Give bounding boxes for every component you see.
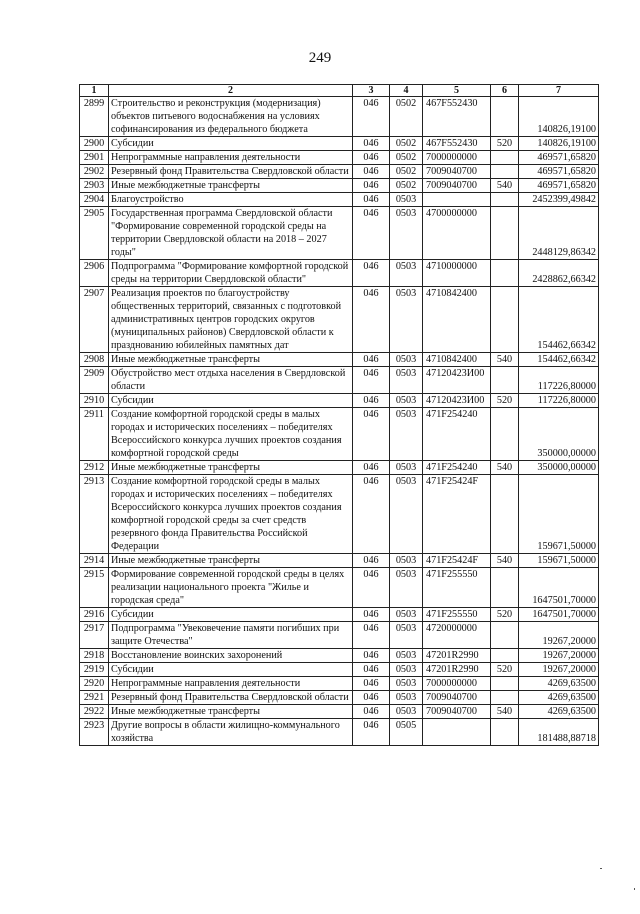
header-cell: 3	[353, 85, 390, 97]
row-code3-cell: 046	[353, 691, 390, 705]
row-type-cell: 520	[491, 608, 519, 622]
table-row	[80, 207, 599, 260]
row-amount-cell: 181488,88718	[519, 719, 599, 746]
row-section-cell: 0503	[390, 663, 423, 677]
table-row	[80, 353, 599, 367]
page-number: 249	[308, 50, 332, 66]
row-number-cell: 2910	[80, 394, 109, 408]
row-target-cell: 47120423И00	[423, 367, 491, 394]
row-type-cell	[491, 287, 519, 353]
row-number-cell: 2909	[80, 367, 109, 394]
row-amount-cell: 4269,63500	[519, 705, 599, 719]
row-number-cell: 2915	[80, 568, 109, 608]
row-target-cell	[423, 193, 491, 207]
row-amount-cell: 159671,50000	[519, 475, 599, 554]
row-number-cell: 2920	[80, 677, 109, 691]
table-row	[80, 408, 599, 461]
row-number-cell: 2906	[80, 260, 109, 287]
row-number-cell: 2900	[80, 137, 109, 151]
scan-speck	[634, 888, 635, 890]
row-amount-cell: 4269,63500	[519, 691, 599, 705]
row-target-cell: 47201R2990	[423, 649, 491, 663]
row-amount-cell: 154462,66342	[519, 353, 599, 367]
row-name-cell: Государственная программа Свердловской области "Формирование современной городской среды на территории Свердловской области на 2018 – 2027 годы"	[109, 207, 353, 260]
row-type-cell	[491, 719, 519, 746]
table-row	[80, 608, 599, 622]
row-type-cell	[491, 677, 519, 691]
row-name-cell: Иные межбюджетные трансферты	[109, 705, 353, 719]
row-section-cell: 0503	[390, 461, 423, 475]
row-code3-cell: 046	[353, 260, 390, 287]
row-code3-cell: 046	[353, 394, 390, 408]
row-amount-cell: 2452399,49842	[519, 193, 599, 207]
row-amount-cell: 2448129,86342	[519, 207, 599, 260]
row-target-cell: 467F552430	[423, 137, 491, 151]
row-type-cell	[491, 207, 519, 260]
row-number-cell: 2913	[80, 475, 109, 554]
row-target-cell: 7009040700	[423, 165, 491, 179]
row-type-cell	[491, 475, 519, 554]
row-code3-cell: 046	[353, 165, 390, 179]
row-number-cell: 2911	[80, 408, 109, 461]
row-number-cell: 2907	[80, 287, 109, 353]
row-section-cell: 0503	[390, 394, 423, 408]
row-target-cell: 4710842400	[423, 287, 491, 353]
header-cell: 5	[423, 85, 491, 97]
header-cell: 4	[390, 85, 423, 97]
row-code3-cell: 046	[353, 705, 390, 719]
row-number-cell: 2912	[80, 461, 109, 475]
row-code3-cell: 046	[353, 554, 390, 568]
row-name-cell: Формирование современной городской среды в целях реализации национального проекта "Жилье и городская среда"	[109, 568, 353, 608]
table-row	[80, 719, 599, 746]
row-amount-cell: 154462,66342	[519, 287, 599, 353]
row-type-cell	[491, 193, 519, 207]
row-type-cell	[491, 260, 519, 287]
row-code3-cell: 046	[353, 622, 390, 649]
row-target-cell: 7000000000	[423, 677, 491, 691]
row-code3-cell: 046	[353, 408, 390, 461]
header-row	[80, 85, 599, 97]
row-code3-cell: 046	[353, 677, 390, 691]
table-row	[80, 394, 599, 408]
row-amount-cell: 1647501,70000	[519, 608, 599, 622]
row-name-cell: Подпрограмма "Увековечение памяти погибших при защите Отечества"	[109, 622, 353, 649]
row-code3-cell: 046	[353, 137, 390, 151]
row-number-cell: 2917	[80, 622, 109, 649]
row-number-cell: 2921	[80, 691, 109, 705]
row-name-cell: Иные межбюджетные трансферты	[109, 353, 353, 367]
table-row	[80, 554, 599, 568]
row-section-cell: 0503	[390, 554, 423, 568]
row-target-cell: 471F25424F	[423, 554, 491, 568]
row-number-cell: 2901	[80, 151, 109, 165]
row-section-cell: 0503	[390, 608, 423, 622]
row-type-cell	[491, 568, 519, 608]
row-code3-cell: 046	[353, 367, 390, 394]
row-amount-cell: 140826,19100	[519, 137, 599, 151]
row-number-cell: 2914	[80, 554, 109, 568]
row-type-cell: 540	[491, 461, 519, 475]
row-section-cell: 0503	[390, 649, 423, 663]
row-amount-cell: 4269,63500	[519, 677, 599, 691]
row-amount-cell: 469571,65820	[519, 179, 599, 193]
row-number-cell: 2922	[80, 705, 109, 719]
row-type-cell	[491, 649, 519, 663]
row-number-cell: 2903	[80, 179, 109, 193]
row-type-cell: 540	[491, 554, 519, 568]
row-amount-cell: 19267,20000	[519, 622, 599, 649]
row-name-cell: Резервный фонд Правительства Свердловской области	[109, 165, 353, 179]
row-section-cell: 0502	[390, 97, 423, 137]
row-type-cell	[491, 408, 519, 461]
row-number-cell: 2899	[80, 97, 109, 137]
row-number-cell: 2916	[80, 608, 109, 622]
table-row	[80, 287, 599, 353]
row-type-cell	[491, 165, 519, 179]
row-section-cell: 0502	[390, 151, 423, 165]
row-amount-cell: 469571,65820	[519, 151, 599, 165]
row-number-cell: 2905	[80, 207, 109, 260]
row-target-cell: 4700000000	[423, 207, 491, 260]
row-name-cell: Создание комфортной городской среды в малых городах и исторических поселениях – победителях Всероссийского конкурса лучших проектов создания комфортной городской среды за счет средств резервного фонда Правительства Российской Федерации	[109, 475, 353, 554]
scan-speck	[600, 868, 602, 869]
row-number-cell: 2904	[80, 193, 109, 207]
row-section-cell: 0503	[390, 622, 423, 649]
table-row	[80, 677, 599, 691]
row-section-cell: 0503	[390, 193, 423, 207]
table-row	[80, 193, 599, 207]
row-section-cell: 0505	[390, 719, 423, 746]
table-row	[80, 179, 599, 193]
row-name-cell: Субсидии	[109, 608, 353, 622]
row-name-cell: Непрограммные направления деятельности	[109, 677, 353, 691]
row-target-cell: 7009040700	[423, 179, 491, 193]
row-target-cell: 47120423И00	[423, 394, 491, 408]
row-target-cell: 4710000000	[423, 260, 491, 287]
row-name-cell: Иные межбюджетные трансферты	[109, 554, 353, 568]
row-name-cell: Обустройство мест отдыха населения в Свердловской области	[109, 367, 353, 394]
row-section-cell: 0502	[390, 179, 423, 193]
row-name-cell: Субсидии	[109, 663, 353, 677]
row-code3-cell: 046	[353, 461, 390, 475]
budget-table	[79, 84, 599, 746]
row-type-cell	[491, 97, 519, 137]
row-target-cell	[423, 719, 491, 746]
row-target-cell: 471F254240	[423, 461, 491, 475]
table-row	[80, 649, 599, 663]
row-amount-cell: 159671,50000	[519, 554, 599, 568]
row-section-cell: 0502	[390, 137, 423, 151]
row-section-cell: 0503	[390, 367, 423, 394]
table-row	[80, 461, 599, 475]
row-section-cell: 0503	[390, 568, 423, 608]
table-row	[80, 165, 599, 179]
row-code3-cell: 046	[353, 568, 390, 608]
row-amount-cell: 350000,00000	[519, 461, 599, 475]
row-section-cell: 0503	[390, 677, 423, 691]
row-type-cell: 540	[491, 179, 519, 193]
table-row	[80, 475, 599, 554]
row-type-cell: 540	[491, 353, 519, 367]
row-amount-cell: 19267,20000	[519, 663, 599, 677]
row-name-cell: Подпрограмма "Формирование комфортной городской среды на территории Свердловской области"	[109, 260, 353, 287]
row-name-cell: Благоустройство	[109, 193, 353, 207]
row-type-cell	[491, 691, 519, 705]
row-code3-cell: 046	[353, 475, 390, 554]
row-name-cell: Субсидии	[109, 394, 353, 408]
row-amount-cell: 350000,00000	[519, 408, 599, 461]
row-type-cell: 520	[491, 137, 519, 151]
table-row	[80, 568, 599, 608]
row-section-cell: 0503	[390, 207, 423, 260]
header-cell: 2	[109, 85, 353, 97]
row-section-cell: 0503	[390, 691, 423, 705]
row-section-cell: 0502	[390, 165, 423, 179]
row-number-cell: 2918	[80, 649, 109, 663]
row-type-cell	[491, 622, 519, 649]
row-code3-cell: 046	[353, 193, 390, 207]
row-name-cell: Резервный фонд Правительства Свердловской области	[109, 691, 353, 705]
row-amount-cell: 117226,80000	[519, 394, 599, 408]
row-target-cell: 4720000000	[423, 622, 491, 649]
table-row	[80, 260, 599, 287]
row-type-cell	[491, 367, 519, 394]
row-name-cell: Восстановление воинских захоронений	[109, 649, 353, 663]
row-name-cell: Другие вопросы в области жилищно-коммунального хозяйства	[109, 719, 353, 746]
row-section-cell: 0503	[390, 287, 423, 353]
row-code3-cell: 046	[353, 97, 390, 137]
row-code3-cell: 046	[353, 207, 390, 260]
row-section-cell: 0503	[390, 475, 423, 554]
row-section-cell: 0503	[390, 408, 423, 461]
table-row	[80, 663, 599, 677]
row-code3-cell: 046	[353, 179, 390, 193]
row-code3-cell: 046	[353, 287, 390, 353]
row-amount-cell: 469571,65820	[519, 165, 599, 179]
row-name-cell: Создание комфортной городской среды в малых городах и исторических поселениях – победителях Всероссийского конкурса лучших проектов создания комфортной городской среды	[109, 408, 353, 461]
row-number-cell: 2923	[80, 719, 109, 746]
row-name-cell: Реализация проектов по благоустройству общественных территорий, связанных с подготовкой административных центров городских округов (муниципальных районов) Свердловской области к празднованию юбилейных памятных дат	[109, 287, 353, 353]
row-type-cell: 520	[491, 663, 519, 677]
row-name-cell: Непрограммные направления деятельности	[109, 151, 353, 165]
row-type-cell	[491, 151, 519, 165]
row-type-cell: 540	[491, 705, 519, 719]
row-target-cell: 47201R2990	[423, 663, 491, 677]
row-name-cell: Строительство и реконструкция (модернизация) объектов питьевого водоснабжения на условиях софинансирования из федерального бюджета	[109, 97, 353, 137]
row-target-cell: 471F25424F	[423, 475, 491, 554]
row-code3-cell: 046	[353, 353, 390, 367]
row-amount-cell: 117226,80000	[519, 367, 599, 394]
row-target-cell: 467F552430	[423, 97, 491, 137]
table-row	[80, 97, 599, 137]
table-row	[80, 622, 599, 649]
table-row	[80, 705, 599, 719]
header-cell: 6	[491, 85, 519, 97]
table-row	[80, 691, 599, 705]
row-name-cell: Субсидии	[109, 137, 353, 151]
row-target-cell: 7009040700	[423, 691, 491, 705]
row-code3-cell: 046	[353, 663, 390, 677]
row-type-cell: 520	[491, 394, 519, 408]
row-number-cell: 2919	[80, 663, 109, 677]
table-row	[80, 367, 599, 394]
row-code3-cell: 046	[353, 151, 390, 165]
row-code3-cell: 046	[353, 608, 390, 622]
row-amount-cell: 140826,19100	[519, 97, 599, 137]
row-section-cell: 0503	[390, 353, 423, 367]
row-amount-cell: 19267,20000	[519, 649, 599, 663]
row-section-cell: 0503	[390, 705, 423, 719]
row-target-cell: 7009040700	[423, 705, 491, 719]
row-amount-cell: 2428862,66342	[519, 260, 599, 287]
row-number-cell: 2902	[80, 165, 109, 179]
row-code3-cell: 046	[353, 649, 390, 663]
header-cell: 1	[80, 85, 109, 97]
row-section-cell: 0503	[390, 260, 423, 287]
row-amount-cell: 1647501,70000	[519, 568, 599, 608]
row-target-cell: 7000000000	[423, 151, 491, 165]
row-target-cell: 4710842400	[423, 353, 491, 367]
row-target-cell: 471F254240	[423, 408, 491, 461]
row-name-cell: Иные межбюджетные трансферты	[109, 461, 353, 475]
table-row	[80, 137, 599, 151]
row-number-cell: 2908	[80, 353, 109, 367]
table-row	[80, 151, 599, 165]
row-target-cell: 471F255550	[423, 608, 491, 622]
row-code3-cell: 046	[353, 719, 390, 746]
row-name-cell: Иные межбюджетные трансферты	[109, 179, 353, 193]
row-target-cell: 471F255550	[423, 568, 491, 608]
header-cell: 7	[519, 85, 599, 97]
